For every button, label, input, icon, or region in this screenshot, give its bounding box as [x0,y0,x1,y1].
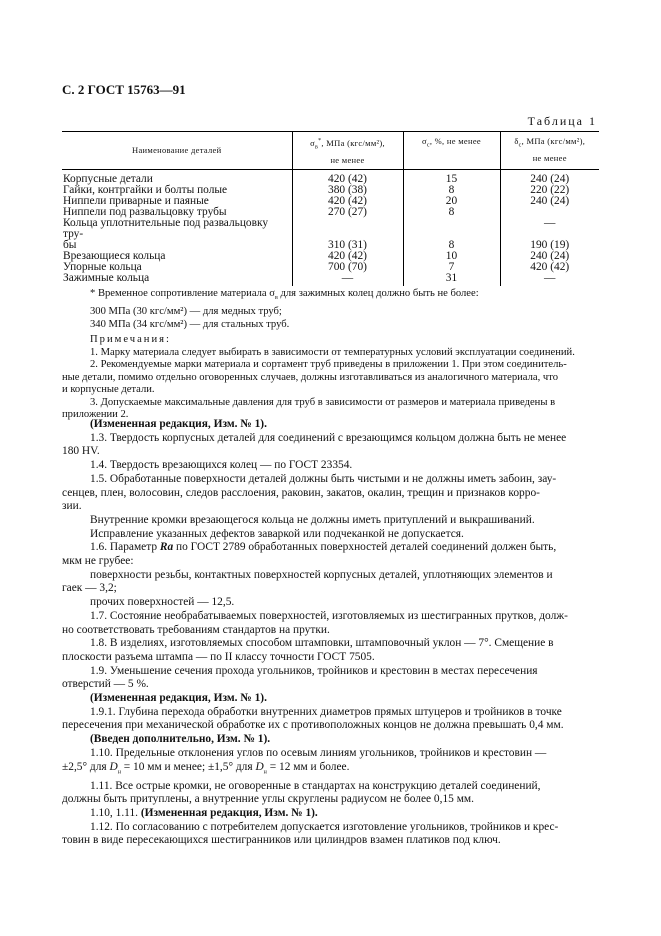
paragraph-cont: мкм не грубее: [62,555,134,568]
note-item-cont: и корпусные детали. [62,384,155,395]
table-row [62,169,599,185]
cell-tensile: 380 (38) [292,185,403,196]
table-header-row [62,132,599,170]
cell-tensile: 420 (42) [292,251,403,262]
cell-part-name: Врезающиеся кольца [63,249,166,262]
page-header: С. 2 ГОСТ 15763—91 [62,82,186,97]
cell-part-name: Зажимные кольца [63,271,150,284]
paragraph-cont: отверстий — 5 %. [62,678,149,691]
paragraph-cont: 180 HV. [62,445,100,458]
cell-part-name: бы [63,238,77,251]
cell-part-name: Ниппели под развальцовку трубы [63,205,227,218]
notes-title: Примечания: [90,334,171,345]
paragraph: 1.4. Твердость врезающихся колец — по ГОСТ 23354. [90,459,353,472]
cell-elongation: 31 [403,273,500,286]
cell-part-name: Корпусные детали [63,172,153,185]
table-row [62,262,599,273]
cell-yield: 240 (24) [500,196,599,207]
column-header-yield: $\delta_с$, МПа (кгс/мм²), не менее [500,132,599,170]
paragraph-cont: но соответствовать требованиям стандартов на прутки. [62,623,330,636]
column-header-elongation: $\sigma_с$, %, не менее [403,132,500,170]
column-header-tensile-strength: $\sigma_в^*$, МПа (кгс/мм²), не менее [292,132,403,170]
cell-tensile: — [292,273,403,286]
table-row [62,251,599,262]
footnote-line: 300 МПа (30 кгс/мм²) — для медных труб; [90,306,282,318]
table-row [62,218,599,240]
table-row [62,196,599,207]
paragraph-cont: пересечения при механической обработке их с противоположных концов не должна превышать 0,4 мм. [62,719,564,732]
cell-yield [500,207,599,218]
table-caption: Таблица 1 [527,114,597,128]
paragraph: Внутренние кромки врезающегося кольца не должны иметь притуплений и выкрашиваний. [90,513,535,526]
paragraph: 1.10, 1.11. (Измененная редакция, Изм. № 1). [90,806,318,819]
column-header-part-name: Наименование деталей [62,132,292,170]
paragraph: 1.11. Все острые кромки, не оговоренные в стандартах на конструкцию деталей соединений, [90,779,541,792]
note-item-cont: ные детали, помимо отдельно оговоренных случаев, должны изготавливаться из аналогичного материала, что [62,371,558,383]
table-footnote [90,287,598,331]
cell-yield: 220 (22) [500,185,599,196]
paragraph: 1.9. Уменьшение сечения прохода угольников, тройников и крестовин в местах пересечения [90,664,538,677]
note-item: 1. Марку материала следует выбирать в зависимости от температурных условий эксплуатации соединений. [90,346,575,358]
table-row [62,240,599,251]
note-item: 3. Допускаемые максимальные давления для труб в зависимости от размеров и материала приведены в [90,396,556,408]
paragraph: поверхности резьбы, контактных поверхностей корпусных деталей, уплотняющих элементов и [90,568,553,581]
cell-yield: 240 (24) [500,251,599,262]
paragraph-cont: плоскости разъема штампа — по II классу точности ГОСТ 7505. [62,650,375,663]
cell-yield: 420 (42) [500,262,599,273]
table-row [62,273,599,286]
amendment-note: (Измененная редакция, Изм. № 1). [90,692,267,705]
paragraph: 1.8. В изделиях, изготовляемых способом штамповки, штамповочный уклон — 7°. Смещение в [90,637,554,650]
footnote-line: 340 МПа (34 кгс/мм²) — для стальных труб. [90,319,290,331]
cell-elongation: 10 [403,251,500,262]
cell-tensile [292,218,403,240]
paragraph: 1.7. Состояние необрабатываемых поверхностей, изготовляемых из шестигранных прутков, долж- [90,609,568,622]
paragraph: 1.10. Предельные отклонения углов по осевым линиям угольников, тройников и крестовин — [90,746,547,759]
footnote-line: * Временное сопротивление материала $\sigma_в$ для зажимных колец должно быть не более: [90,288,479,302]
table-row [62,185,599,196]
cell-part-name: Гайки, контргайки и болты полые [63,183,228,196]
cell-elongation [403,218,500,240]
cell-yield: 240 (24) [500,169,599,185]
paragraph-cont: гаек — 3,2; [62,582,117,595]
cell-yield: 190 (19) [500,240,599,251]
cell-part-name: Ниппели приварные и паяные [63,194,209,207]
paragraph-cont: ±2,5° для $D_н = 10$ мм и менее; ±1,5° для $D_н = 12$ мм и более. [62,760,350,775]
cell-part-name: Упорные кольца [63,260,142,273]
paragraph: 1.9.1. Глубина перехода обработки внутренних диаметров прямых штуцеров и тройников в точке [90,705,562,718]
cell-elongation: 7 [403,262,500,273]
paragraph-cont: должны быть притуплены, а внутренние углы скруглены радиусом не более 0,15 мм. [62,793,474,806]
amendment-note: (Измененная редакция, Изм. № 1). [90,418,267,430]
amendment-note: (Введен дополнительно, Изм. № 1). [90,733,271,746]
paragraph: 1.5. Обработанные поверхности деталей должны быть чистыми и не должны иметь забоин, зау- [90,472,557,485]
cell-yield: — [500,273,599,286]
cell-elongation: 8 [403,185,500,196]
paragraph-cont: зии. [62,500,82,513]
cell-elongation: 8 [403,240,500,251]
cell-tensile: 420 (42) [292,196,403,207]
cell-elongation: 20 [403,196,500,207]
cell-elongation: 8 [403,207,500,218]
cell-yield: — [500,218,599,240]
paragraph-cont: сенцев, плен, волосовин, следов расслоения, раковин, закатов, окалин, трещин и признаков корро- [62,486,540,499]
table-row [62,207,599,218]
note-item: 2. Рекомендуемые марки материала и сортамент труб приведены в приложении 1. При этом соединитель- [90,359,567,370]
body-text [62,418,599,848]
cell-tensile: 310 (31) [292,240,403,251]
paragraph: прочих поверхностей — 12,5. [90,596,235,609]
paragraph: 1.6. Параметр Ra по ГОСТ 2789 обработанных поверхностей деталей соединений должен быть, [90,541,557,554]
cell-part-name: Кольца уплотнительные под развальцовку тру- [63,216,269,240]
paragraph: 1.3. Твердость корпусных деталей для соединений с врезающимся кольцом должна быть не менее [90,431,567,444]
table-notes [62,334,598,422]
cell-tensile: 270 (27) [292,207,403,218]
properties-table [62,131,599,286]
note-item-cont: приложении 2. [62,409,129,420]
cell-elongation: 15 [403,169,500,185]
cell-tensile: 700 (70) [292,262,403,273]
paragraph: Исправление указанных дефектов заваркой или подчеканкой не допускается. [90,527,464,540]
paragraph-cont: товин в виде пересекающихся шестигранников или цилиндров взамен платиков под ключ. [62,834,501,847]
cell-tensile: 420 (42) [292,169,403,185]
paragraph: 1.12. По согласованию с потребителем допускается изготовление угольников, тройников и крес- [90,820,559,833]
